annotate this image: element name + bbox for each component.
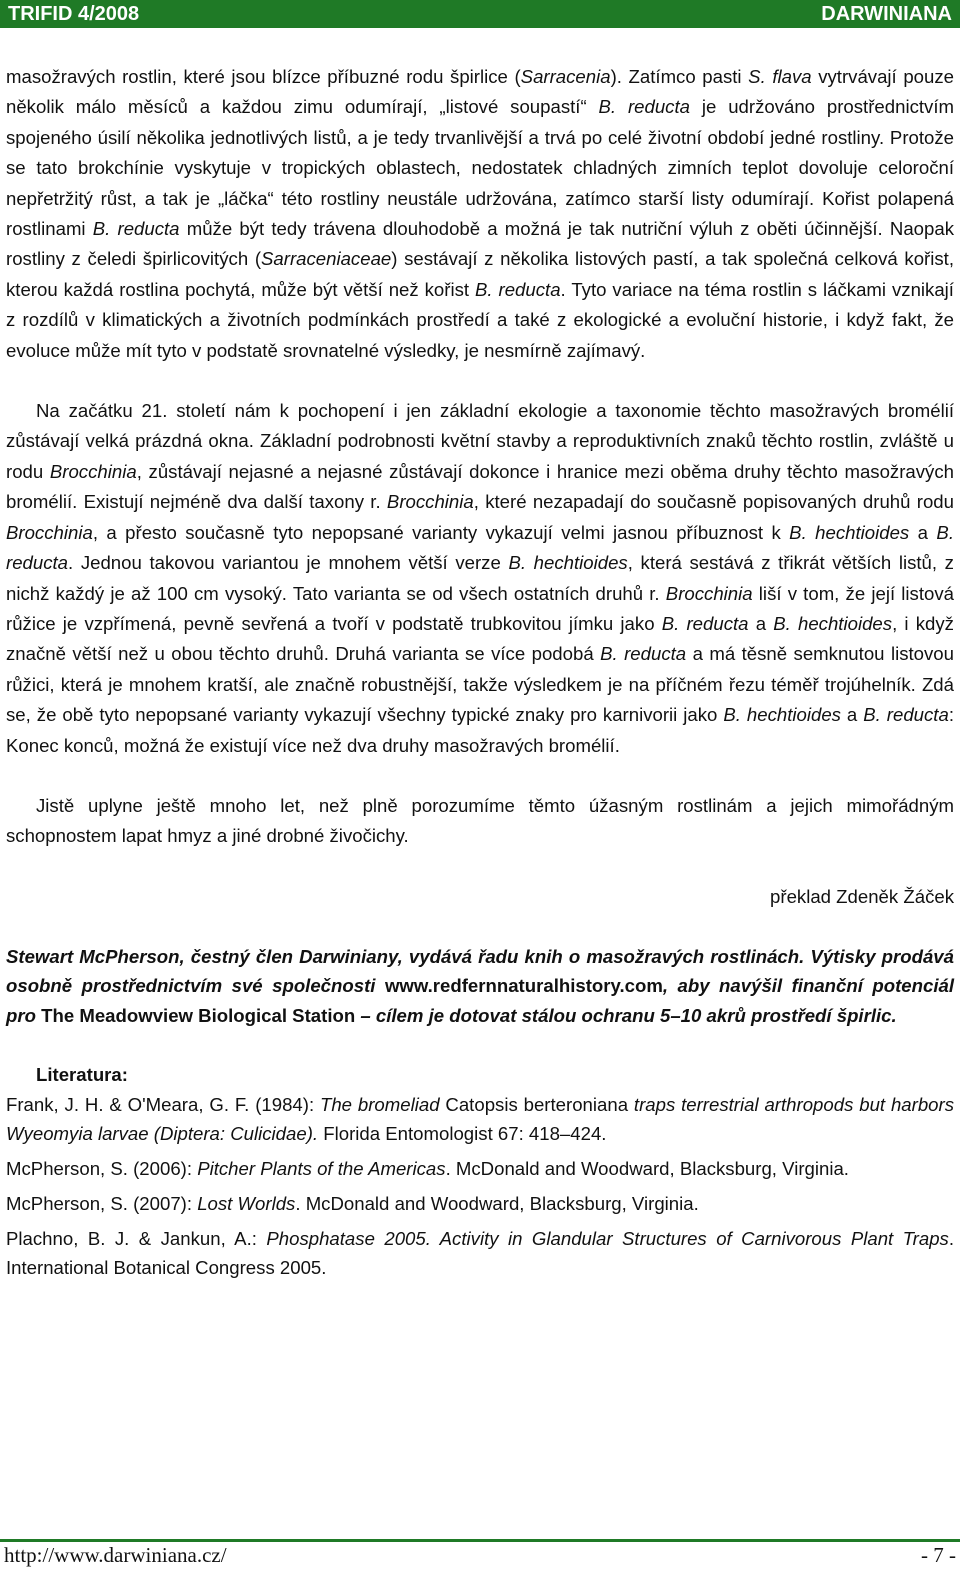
italic-run: The bromeliad bbox=[319, 1094, 440, 1116]
italic-run: B. reducta bbox=[6, 521, 954, 574]
italic-run: Sarracenia bbox=[520, 66, 611, 87]
text-run: vytrvávají pouze několik málo měsíců a každou zimu odumírají, „listové soupastí“ bbox=[6, 66, 954, 118]
text-run: , které nezapadají do současně popisovaných druhů rodu bbox=[473, 491, 954, 513]
journal-section: DARWINIANA bbox=[821, 2, 952, 25]
text-run: Catopsis berteroniana bbox=[439, 1094, 634, 1116]
italic-run: Stewart McPherson, čestný člen Darwiniany, vydává řadu knih o masožravých rostlinách. Výtisky prodává osobně prostřednictvím své společnosti bbox=[6, 945, 954, 997]
article-body bbox=[6, 62, 954, 1288]
text-run: Na začátku 21. století nám k pochopení i jen základní ekologie a taxonomie těchto masožravých bromélií zůstávají velká prázdná okna. Základní podrobnosti květní stavby a reproduktivních znaků těchto rostlin, zvláště u rodu bbox=[6, 400, 954, 482]
journal-issue: TRIFID 4/2008 bbox=[8, 2, 140, 25]
italic-run: B. hechtioides bbox=[789, 521, 910, 543]
italic-run: B. hechtioides bbox=[723, 704, 841, 726]
italic-run: B. reducta bbox=[863, 704, 949, 726]
text-run: McPherson, S. (2007): bbox=[6, 1193, 198, 1215]
text-run: je udržováno prostřednictvím spojeného úsilí několika jednotlivých listů, a je tedy trvanlivější a trvá po celé životní období jedné rostliny. Protože se tato brokchínie vyskytuje v tropických oblastech, nedostatek chladných zimních teplot dovoluje celoroční nepřetržitý růst, a tak je „láčka“ této rostliny neustále udržována, zatímco starší listy odumírají. Kořist polapená rostlinami bbox=[6, 96, 954, 240]
text-run: a má těsně semknutou listovou růžici, která je mnohem kratší, ale značně robustnější, takže výsledkem je na příčném řezu téměř trojúhelník. Zdá se, že obě tyto nepopsané varianty vykazují všechny typické znaky pro karnivorii jako bbox=[6, 643, 954, 726]
reference-list bbox=[6, 1090, 954, 1282]
italic-run: B. reducta bbox=[475, 278, 561, 300]
text-run: liší v tom, že její listová růžice je vzpřímená, pevně sevřená a tvoří v podstatě trubkovitou jímku jako bbox=[6, 582, 954, 634]
page-footer bbox=[0, 1539, 960, 1569]
author-note bbox=[6, 942, 954, 1031]
text-run: McPherson, S. (2006): bbox=[6, 1158, 198, 1180]
reference-item bbox=[6, 1224, 954, 1282]
website-link[interactable]: http://www.darwiniana.cz/ bbox=[4, 1543, 227, 1567]
italic-run: S. flava bbox=[748, 66, 812, 87]
italic-run: B. hechtioides bbox=[508, 552, 628, 574]
text-run: Plachno, B. J. & Jankun, A.: bbox=[6, 1228, 267, 1250]
reference-item bbox=[6, 1189, 954, 1218]
text-run: Florida Entomologist 67: 418–424. bbox=[318, 1123, 607, 1145]
italic-run: – cílem je dotovat stálou ochranu 5–10 akrů prostředí špirlic. bbox=[355, 1004, 897, 1026]
page-header bbox=[0, 0, 960, 28]
text-run: ). Zatímco pasti bbox=[610, 66, 749, 87]
text-run: : Konec konců, možná že existují více než dva druhy masožravých bromélií. bbox=[6, 704, 954, 756]
reference-item bbox=[6, 1090, 954, 1148]
text-run: . Jednou takovou variantou je mnohem větší verze bbox=[68, 552, 509, 574]
italic-run: B. reducta bbox=[598, 96, 690, 118]
text-run: , zůstávají nejasné a nejasné zůstávají dokonce i hranice mezi oběma druhy těchto masožravých bromélií. Existují nejméně dva další taxony r. bbox=[6, 460, 954, 513]
text-run: , a přesto současně tyto nepopsané varianty vykazují velmi jasnou příbuznost k bbox=[92, 521, 790, 543]
paragraph-2 bbox=[6, 396, 954, 761]
text-run: . International Botanical Congress 2005. bbox=[6, 1228, 954, 1279]
italic-run: , aby navýšil finanční potenciál pro bbox=[6, 975, 954, 1026]
italic-run: Lost Worlds bbox=[197, 1193, 296, 1215]
italic-run: Brocchinia bbox=[49, 460, 137, 482]
text-run: . McDonald and Woodward, Blacksburg, Virginia. bbox=[445, 1158, 849, 1180]
paragraph-3: Jistě uplyne ještě mnoho let, než plně porozumíme těmto úžasným rostlinám a jejich mimořádným schopnostem lapat hmyz a jiné drobné živočichy. bbox=[6, 794, 954, 847]
translator-credit: překlad Zdeněk Žáček bbox=[770, 885, 954, 907]
italic-run: B. reducta bbox=[92, 218, 180, 240]
text-run: a bbox=[840, 704, 864, 726]
text-run: . McDonald and Woodward, Blacksburg, Virginia. bbox=[295, 1193, 699, 1215]
text-run: Frank, J. H. & O'Meara, G. F. (1984): bbox=[6, 1094, 320, 1116]
page-number: - 7 - bbox=[921, 1543, 956, 1567]
text-run: a bbox=[748, 612, 774, 634]
italic-run: traps terrestrial arthropods but harbors Wyeomyia larvae (Diptera: Culicidae). bbox=[6, 1094, 954, 1145]
italic-run: Brocchinia bbox=[6, 521, 93, 543]
italic-run: B. reducta bbox=[661, 612, 749, 634]
text-run: , i když značně větší než u obou těchto druhů. Druhá varianta se více podobá bbox=[6, 612, 954, 665]
text-run: masožravých rostlin, které jsou blízce příbuzné rodu špirlice ( bbox=[6, 66, 521, 87]
text-run: , která sestává z třikrát větších listů, z nichž každý je až 100 cm vysoký. Tato varianta se od všech ostatních druhů r. bbox=[6, 552, 954, 604]
text-run: ) sestávají z několika listových pastí, a tak společná celková kořist, kterou každá rostlina pochytá, může být větší než kořist bbox=[6, 248, 954, 300]
italic-run: Brocchinia bbox=[386, 491, 474, 513]
text-run: www.redfernnaturalhistory.com bbox=[384, 975, 663, 997]
text-run: . Tyto variace na téma rostlin s láčkami vznikají z rozdílů v klimatických a životních podmínkách prostředí a také z ekologické a evoluční historie, i když fakt, že evoluce může mít tyto v podstatě srovnatelné výsledky, je nesmírně zajímavý. bbox=[6, 278, 954, 361]
italic-run: B. reducta bbox=[600, 643, 687, 665]
italic-run: B. hechtioides bbox=[773, 612, 893, 634]
reference-item bbox=[6, 1154, 954, 1183]
italic-run: Phosphatase 2005. Activity in Glandular Structures of Carnivorous Plant Traps bbox=[266, 1228, 949, 1250]
literature-heading: Literatura: bbox=[36, 1064, 128, 1086]
text-run: a bbox=[909, 521, 937, 543]
text-run: může být tedy trávena dlouhodobě a možná je tak nutriční výluh z oběti účinnější. Naopak rostliny z čeledi špirlicovitých ( bbox=[6, 218, 954, 270]
italic-run: Sarraceniaceae bbox=[261, 248, 392, 270]
italic-run: Pitcher Plants of the Americas bbox=[197, 1158, 446, 1180]
italic-run: Brocchinia bbox=[665, 582, 753, 604]
text-run: The Meadowview Biological Station bbox=[41, 1004, 356, 1026]
paragraph-1 bbox=[6, 62, 954, 366]
